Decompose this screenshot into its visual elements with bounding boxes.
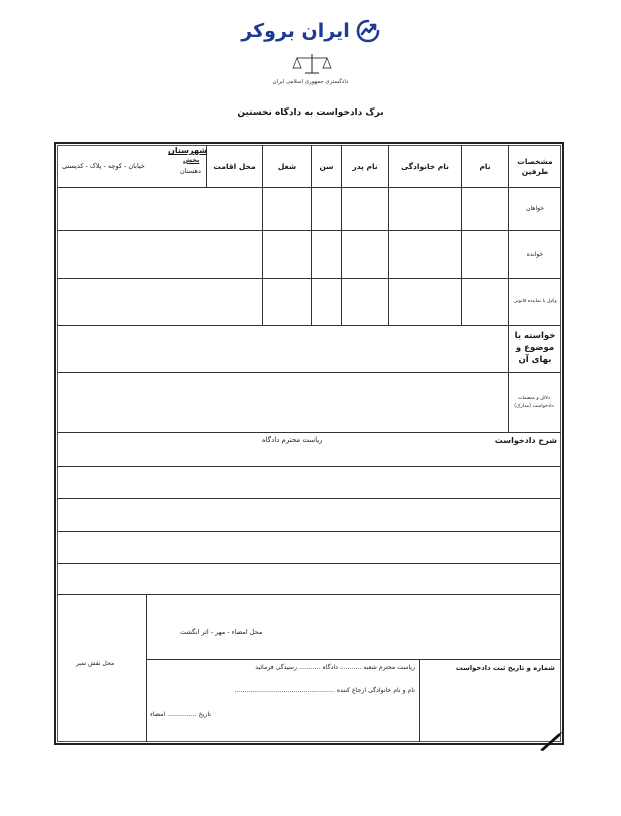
court-line: دادگستری جمهوری اسلامی ایران (272, 79, 349, 85)
residence-city-note: بخش (183, 156, 200, 164)
address-line: ریاست محترم دادگاه (262, 436, 323, 444)
col-header-name: نام (479, 161, 491, 171)
scales-emblem-icon (291, 53, 333, 75)
brand-logo (0, 16, 621, 46)
row-label-evidence: دلائل و منضمات دادخواست (مدارک) (514, 395, 554, 409)
referral-line-3: تاریخ ............... امضاء (150, 711, 211, 718)
row-label-plaintiff: خواهان (526, 205, 544, 213)
form-title: برگ دادخواست به دادگاه نخستین (237, 108, 384, 118)
col-header-age: سن (319, 161, 334, 171)
brand-name: ایران بروکر (241, 20, 350, 42)
col-header-family-name: نام خانوادگی (401, 161, 449, 171)
row-label-defendant: خوانده (526, 250, 544, 258)
referral-line-2: نام و نام خانوادگی ارجاع کننده ................................................... (234, 687, 415, 694)
description-label: شرح دادخواست (494, 436, 557, 445)
row-label-claim: خواسته یا موضوع و بهای آن (514, 331, 556, 365)
stamp-label: محل نقش تمبر (76, 660, 115, 667)
referral-line-1: ریاست محترم شعبه ........... دادگاه ........... رسیدگی فرمائید (255, 664, 415, 671)
registration-label: شماره و تاریخ ثبت دادخواست (455, 664, 555, 672)
brand-chart-icon (356, 19, 380, 43)
pen-icon (538, 730, 564, 752)
signature-label: محل امضاء - مهر - اثر انگشت (180, 628, 263, 636)
residence-address-label: خیابان - کوچه - پلاک - کدپستی (62, 162, 145, 170)
col-header-occupation: شغل (277, 161, 297, 171)
col-header-father-name: نام پدر (352, 161, 378, 171)
col-header-residence: محل اقامت (213, 161, 256, 171)
col-header-parties: مشخصات طرفین (517, 157, 553, 176)
residence-village-label: دهستان (180, 167, 201, 175)
residence-city-label: شهرستان (168, 146, 208, 155)
row-label-lawyer: وکیل یا نماینده قانونی (513, 299, 557, 304)
